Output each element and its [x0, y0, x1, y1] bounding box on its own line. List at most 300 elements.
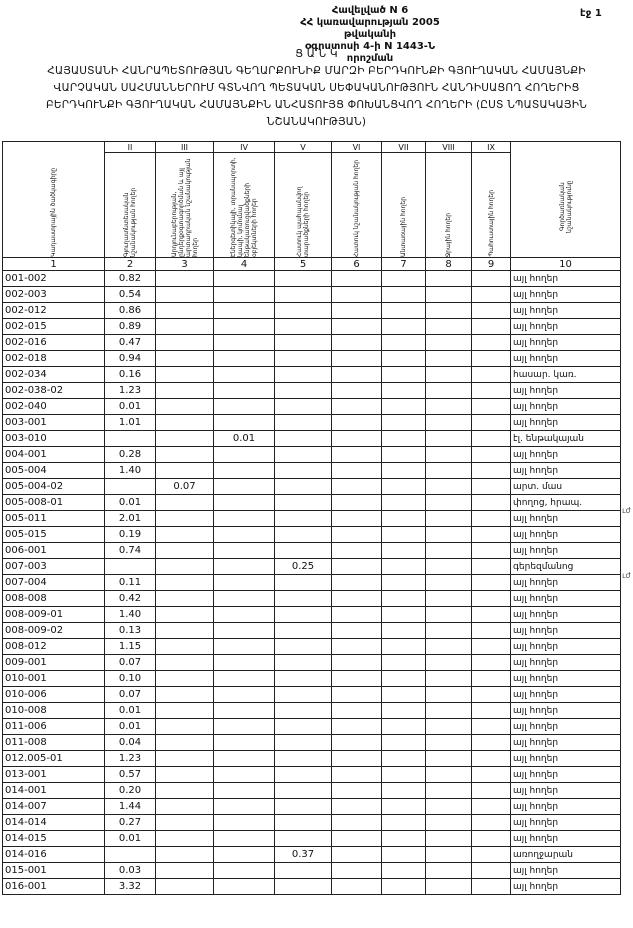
- area-value: [472, 607, 511, 623]
- cadastral-code: 003-001: [3, 415, 105, 431]
- roman-header-cell: VIII: [426, 142, 472, 153]
- column-header-cell: [426, 153, 472, 258]
- area-value: 0.27: [105, 815, 156, 831]
- area-value: [156, 431, 214, 447]
- area-value: [275, 575, 332, 591]
- table-row: [3, 751, 621, 767]
- area-value: 0.54: [105, 287, 156, 303]
- page-number: էջ 1: [580, 8, 602, 19]
- area-value: 0.89: [105, 319, 156, 335]
- area-value: 0.28: [105, 447, 156, 463]
- area-value: [382, 607, 426, 623]
- area-value: [382, 543, 426, 559]
- area-value: [214, 831, 275, 847]
- area-value: [275, 863, 332, 879]
- table-row: [3, 527, 621, 543]
- land-purpose: այլ հողեր: [511, 863, 621, 879]
- area-value: 1.23: [105, 383, 156, 399]
- area-value: [332, 863, 382, 879]
- area-value: [382, 703, 426, 719]
- land-purpose: այլ հողեր: [511, 879, 621, 895]
- land-purpose: այլ հողեր: [511, 639, 621, 655]
- column-header-cell: [156, 153, 214, 258]
- area-value: [156, 735, 214, 751]
- area-value: [382, 351, 426, 367]
- land-purpose: այլ հողեր: [511, 399, 621, 415]
- area-value: [382, 639, 426, 655]
- area-value: [382, 655, 426, 671]
- area-value: 1.40: [105, 607, 156, 623]
- area-value: [472, 719, 511, 735]
- column-header: Կադաստրային ծածկագիրը: [50, 168, 57, 257]
- cadastral-code: 008-009-02: [3, 623, 105, 639]
- area-value: [275, 479, 332, 495]
- area-value: [382, 575, 426, 591]
- cadastral-code: 013-001: [3, 767, 105, 783]
- area-value: [214, 463, 275, 479]
- table-row: [3, 735, 621, 751]
- land-purpose: այլ հողեր: [511, 511, 621, 527]
- area-value: [472, 479, 511, 495]
- cadastral-code: 003-010: [3, 431, 105, 447]
- land-purpose: այլ հողեր: [511, 543, 621, 559]
- area-value: [332, 335, 382, 351]
- area-value: [275, 719, 332, 735]
- area-value: [332, 623, 382, 639]
- column-index: 10: [511, 258, 621, 271]
- table-row: [3, 335, 621, 351]
- table-row: [3, 367, 621, 383]
- area-value: [275, 511, 332, 527]
- area-value: [472, 463, 511, 479]
- land-purpose: այլ հողեր: [511, 767, 621, 783]
- area-value: [156, 399, 214, 415]
- list-word: Ց Ա Ն Կ: [295, 48, 338, 60]
- area-value: [426, 495, 472, 511]
- column-header: Պահուստային հողեր: [487, 190, 495, 257]
- area-value: [156, 863, 214, 879]
- area-value: [214, 399, 275, 415]
- land-purpose: այլ հողեր: [511, 735, 621, 751]
- column-index-row: [3, 258, 621, 271]
- area-value: [156, 815, 214, 831]
- area-value: [472, 495, 511, 511]
- area-value: [275, 607, 332, 623]
- area-value: [275, 687, 332, 703]
- area-value: 0.19: [105, 527, 156, 543]
- area-value: [214, 479, 275, 495]
- area-value: [472, 367, 511, 383]
- land-purpose: այլ հողեր: [511, 351, 621, 367]
- area-value: [156, 447, 214, 463]
- area-value: [156, 271, 214, 287]
- area-value: 0.04: [105, 735, 156, 751]
- table-row: [3, 767, 621, 783]
- area-value: [472, 767, 511, 783]
- area-value: [382, 719, 426, 735]
- table-row: [3, 575, 621, 591]
- area-value: [275, 351, 332, 367]
- cadastral-code: 002-003: [3, 287, 105, 303]
- area-value: [472, 751, 511, 767]
- area-value: [332, 431, 382, 447]
- area-value: [214, 655, 275, 671]
- land-purpose: այլ հողեր: [511, 463, 621, 479]
- land-purpose: փողոց, հրապ.: [511, 495, 621, 511]
- area-value: [332, 671, 382, 687]
- area-value: [214, 415, 275, 431]
- area-value: 0.42: [105, 591, 156, 607]
- table-row: [3, 591, 621, 607]
- land-purpose: առողջարան: [511, 847, 621, 863]
- land-purpose: այլ հողեր: [511, 703, 621, 719]
- area-value: [214, 847, 275, 863]
- area-value: [426, 703, 472, 719]
- area-value: [472, 639, 511, 655]
- area-value: [105, 559, 156, 575]
- area-value: [426, 335, 472, 351]
- area-value: 0.13: [105, 623, 156, 639]
- area-value: [156, 655, 214, 671]
- area-value: [332, 575, 382, 591]
- area-value: [156, 351, 214, 367]
- column-header-cell: [332, 153, 382, 258]
- cadastral-code: 010-008: [3, 703, 105, 719]
- land-purpose: այլ հողեր: [511, 287, 621, 303]
- column-header: Գործառնական նշանակությունը: [558, 180, 573, 234]
- table-row: [3, 463, 621, 479]
- margin-mark: ւժ: [622, 506, 631, 515]
- area-value: [472, 863, 511, 879]
- area-value: [275, 623, 332, 639]
- column-header: Հատուկ նշանակության հողեր: [353, 159, 360, 257]
- land-purpose: այլ հողեր: [511, 687, 621, 703]
- area-value: [332, 831, 382, 847]
- area-value: [472, 431, 511, 447]
- cadastral-code: 001-002: [3, 271, 105, 287]
- cadastral-code: 015-001: [3, 863, 105, 879]
- area-value: [382, 591, 426, 607]
- land-table: [2, 141, 621, 895]
- land-purpose: այլ հողեր: [511, 575, 621, 591]
- area-value: [382, 735, 426, 751]
- area-value: [426, 751, 472, 767]
- area-value: 0.07: [105, 655, 156, 671]
- column-index: 2: [105, 258, 156, 271]
- table-row: [3, 447, 621, 463]
- area-value: [156, 495, 214, 511]
- area-value: 0.01: [105, 495, 156, 511]
- area-value: [472, 527, 511, 543]
- column-index: 6: [332, 258, 382, 271]
- area-value: 0.57: [105, 767, 156, 783]
- table-row: [3, 863, 621, 879]
- cadastral-code: 014-014: [3, 815, 105, 831]
- area-value: [214, 863, 275, 879]
- area-value: 0.03: [105, 863, 156, 879]
- area-value: [214, 319, 275, 335]
- area-value: [275, 527, 332, 543]
- area-value: [332, 447, 382, 463]
- title-line-3: ԲԵՐԴԿՈՒՆՔԻ ԳՅՈՒՂԱԿԱՆ ՀԱՄԱՅՆՔԻՆ ԱՆՀԱՏՈՒՅՑ ՓՈԽԱՆՑՎՈՂ ՀՈՂԵՐԻ (ԸՍՏ ՆՊԱՏԱԿԱՅԻՆ: [45, 99, 588, 111]
- cadastral-code: 004-001: [3, 447, 105, 463]
- area-value: [156, 767, 214, 783]
- area-value: [214, 511, 275, 527]
- table-row: [3, 639, 621, 655]
- roman-header-cell: V: [275, 142, 332, 153]
- cadastral-code: 002-018: [3, 351, 105, 367]
- table-row: [3, 431, 621, 447]
- area-value: [332, 463, 382, 479]
- land-purpose: այլ հողեր: [511, 415, 621, 431]
- area-value: [332, 687, 382, 703]
- area-value: [472, 383, 511, 399]
- table-row: [3, 623, 621, 639]
- area-value: [275, 287, 332, 303]
- area-value: [382, 303, 426, 319]
- area-value: [156, 559, 214, 575]
- area-value: [275, 655, 332, 671]
- area-value: [382, 271, 426, 287]
- table-row: [3, 815, 621, 831]
- area-value: [426, 575, 472, 591]
- area-value: [275, 415, 332, 431]
- column-header: Անտառային հողեր: [400, 197, 407, 257]
- column-index: 9: [472, 258, 511, 271]
- column-header: Հատուկ պահպանվող տարածքների հողեր: [296, 186, 310, 257]
- area-value: [472, 847, 511, 863]
- land-purpose: հասար. կառ.: [511, 367, 621, 383]
- table-row: [3, 479, 621, 495]
- area-value: [472, 511, 511, 527]
- roman-header-cell: II: [105, 142, 156, 153]
- area-value: [472, 703, 511, 719]
- area-value: [382, 687, 426, 703]
- area-value: [426, 719, 472, 735]
- area-value: [332, 799, 382, 815]
- cadastral-code: 007-004: [3, 575, 105, 591]
- area-value: [156, 623, 214, 639]
- cadastral-code: 005-011: [3, 511, 105, 527]
- area-value: [214, 639, 275, 655]
- area-value: 3.32: [105, 879, 156, 895]
- roman-header-cell: IV: [214, 142, 275, 153]
- area-value: [214, 303, 275, 319]
- area-value: [472, 783, 511, 799]
- column-header-cell: [472, 153, 511, 258]
- area-value: [105, 847, 156, 863]
- area-value: [382, 863, 426, 879]
- area-value: [214, 799, 275, 815]
- area-value: [426, 303, 472, 319]
- area-value: [275, 799, 332, 815]
- cadastral-code: 008-012: [3, 639, 105, 655]
- area-value: 0.10: [105, 671, 156, 687]
- cadastral-code: 016-001: [3, 879, 105, 895]
- area-value: [214, 815, 275, 831]
- land-purpose: այլ հողեր: [511, 671, 621, 687]
- area-value: [382, 287, 426, 303]
- table-row: [3, 655, 621, 671]
- area-value: [382, 335, 426, 351]
- area-value: [275, 815, 332, 831]
- area-value: [426, 511, 472, 527]
- table-row: [3, 303, 621, 319]
- roman-header-cell: VII: [382, 142, 426, 153]
- land-purpose: այլ հողեր: [511, 527, 621, 543]
- area-value: [275, 431, 332, 447]
- land-purpose: այլ հողեր: [511, 831, 621, 847]
- area-value: [472, 415, 511, 431]
- area-value: [275, 831, 332, 847]
- area-value: [332, 559, 382, 575]
- appendix-number: Հավելված N 6: [331, 5, 409, 16]
- area-value: [275, 591, 332, 607]
- land-purpose: այլ հողեր: [511, 271, 621, 287]
- land-purpose: էլ. ենթակայան: [511, 431, 621, 447]
- area-value: [332, 527, 382, 543]
- area-value: [332, 399, 382, 415]
- area-value: [472, 879, 511, 895]
- area-value: [275, 303, 332, 319]
- area-value: [382, 495, 426, 511]
- area-value: [426, 671, 472, 687]
- area-value: [332, 703, 382, 719]
- area-value: [426, 559, 472, 575]
- area-value: [426, 351, 472, 367]
- area-value: [214, 575, 275, 591]
- table-row: [3, 543, 621, 559]
- land-purpose: այլ հողեր: [511, 303, 621, 319]
- area-value: [275, 735, 332, 751]
- area-value: [275, 543, 332, 559]
- cadastral-code: 009-001: [3, 655, 105, 671]
- area-value: [332, 879, 382, 895]
- area-value: [214, 543, 275, 559]
- area-value: [214, 703, 275, 719]
- area-value: [275, 767, 332, 783]
- table-row: [3, 351, 621, 367]
- area-value: 1.01: [105, 415, 156, 431]
- area-value: [426, 527, 472, 543]
- area-value: [214, 383, 275, 399]
- area-value: [214, 751, 275, 767]
- area-value: [332, 735, 382, 751]
- decree-date: օգոստոսի 4-ի N 1443-Ն որոշման: [304, 41, 436, 64]
- area-value: [332, 271, 382, 287]
- area-value: [472, 623, 511, 639]
- cadastral-code: 014-001: [3, 783, 105, 799]
- area-value: [214, 287, 275, 303]
- area-value: [332, 495, 382, 511]
- roman-header-row: [3, 142, 621, 153]
- roman-header-cell: III: [156, 142, 214, 153]
- area-value: [382, 831, 426, 847]
- area-value: [426, 431, 472, 447]
- area-value: [156, 415, 214, 431]
- area-value: [426, 415, 472, 431]
- area-value: [214, 527, 275, 543]
- column-header: Արդյունաբերության, ընդերքօգտագործման և այլ արտադրական նշանակության հողեր: [170, 158, 199, 257]
- area-value: [426, 383, 472, 399]
- table-row: [3, 271, 621, 287]
- land-purpose: այլ հողեր: [511, 319, 621, 335]
- area-value: [382, 527, 426, 543]
- area-value: [156, 319, 214, 335]
- cadastral-code: 006-001: [3, 543, 105, 559]
- area-value: [426, 639, 472, 655]
- column-header: Ջրային հողեր: [445, 212, 452, 257]
- area-value: [382, 623, 426, 639]
- table-row: [3, 319, 621, 335]
- area-value: [332, 607, 382, 623]
- area-value: [472, 543, 511, 559]
- cadastral-code: 008-008: [3, 591, 105, 607]
- area-value: 0.82: [105, 271, 156, 287]
- area-value: [382, 431, 426, 447]
- area-value: [214, 687, 275, 703]
- area-value: [472, 319, 511, 335]
- roman-header-cell: VI: [332, 142, 382, 153]
- land-purpose: այլ հողեր: [511, 655, 621, 671]
- area-value: [382, 367, 426, 383]
- column-index: 4: [214, 258, 275, 271]
- cadastral-code: 002-040: [3, 399, 105, 415]
- area-value: [332, 751, 382, 767]
- area-value: [214, 671, 275, 687]
- area-value: [214, 495, 275, 511]
- land-purpose: այլ հողեր: [511, 719, 621, 735]
- area-value: [472, 575, 511, 591]
- area-value: 1.40: [105, 463, 156, 479]
- area-value: [214, 367, 275, 383]
- area-value: [275, 335, 332, 351]
- area-value: 0.07: [105, 687, 156, 703]
- area-value: [426, 287, 472, 303]
- area-value: 0.20: [105, 783, 156, 799]
- table-row: [3, 495, 621, 511]
- land-purpose: այլ հողեր: [511, 335, 621, 351]
- area-value: [156, 367, 214, 383]
- table-row: [3, 287, 621, 303]
- title-line-1: ՀԱՅԱՍՏԱՆԻ ՀԱՆՐԱՊԵՏՈՒԹՅԱՆ ԳԵՂԱՐՔՈՒՆԻՔ ՄԱՐԶԻ ԲԵՐԴԿՈՒՆՔԻ ԳՅՈՒՂԱԿԱՆ ՀԱՄԱՅՆՔԻ: [47, 65, 586, 77]
- area-value: [426, 735, 472, 751]
- area-value: [426, 783, 472, 799]
- area-value: [382, 559, 426, 575]
- area-value: [214, 351, 275, 367]
- area-value: [382, 511, 426, 527]
- area-value: [382, 783, 426, 799]
- table-row: [3, 879, 621, 895]
- cadastral-code: 002-012: [3, 303, 105, 319]
- area-value: [156, 671, 214, 687]
- area-value: [214, 447, 275, 463]
- cadastral-code: 011-006: [3, 719, 105, 735]
- area-value: [214, 879, 275, 895]
- area-value: 0.16: [105, 367, 156, 383]
- column-header-cell: [275, 153, 332, 258]
- area-value: 0.94: [105, 351, 156, 367]
- area-value: [332, 351, 382, 367]
- area-value: [472, 271, 511, 287]
- table-row: [3, 511, 621, 527]
- area-value: 0.47: [105, 335, 156, 351]
- area-value: [105, 431, 156, 447]
- table-row: [3, 799, 621, 815]
- area-value: [275, 783, 332, 799]
- land-purpose: այլ հողեր: [511, 607, 621, 623]
- area-value: [332, 479, 382, 495]
